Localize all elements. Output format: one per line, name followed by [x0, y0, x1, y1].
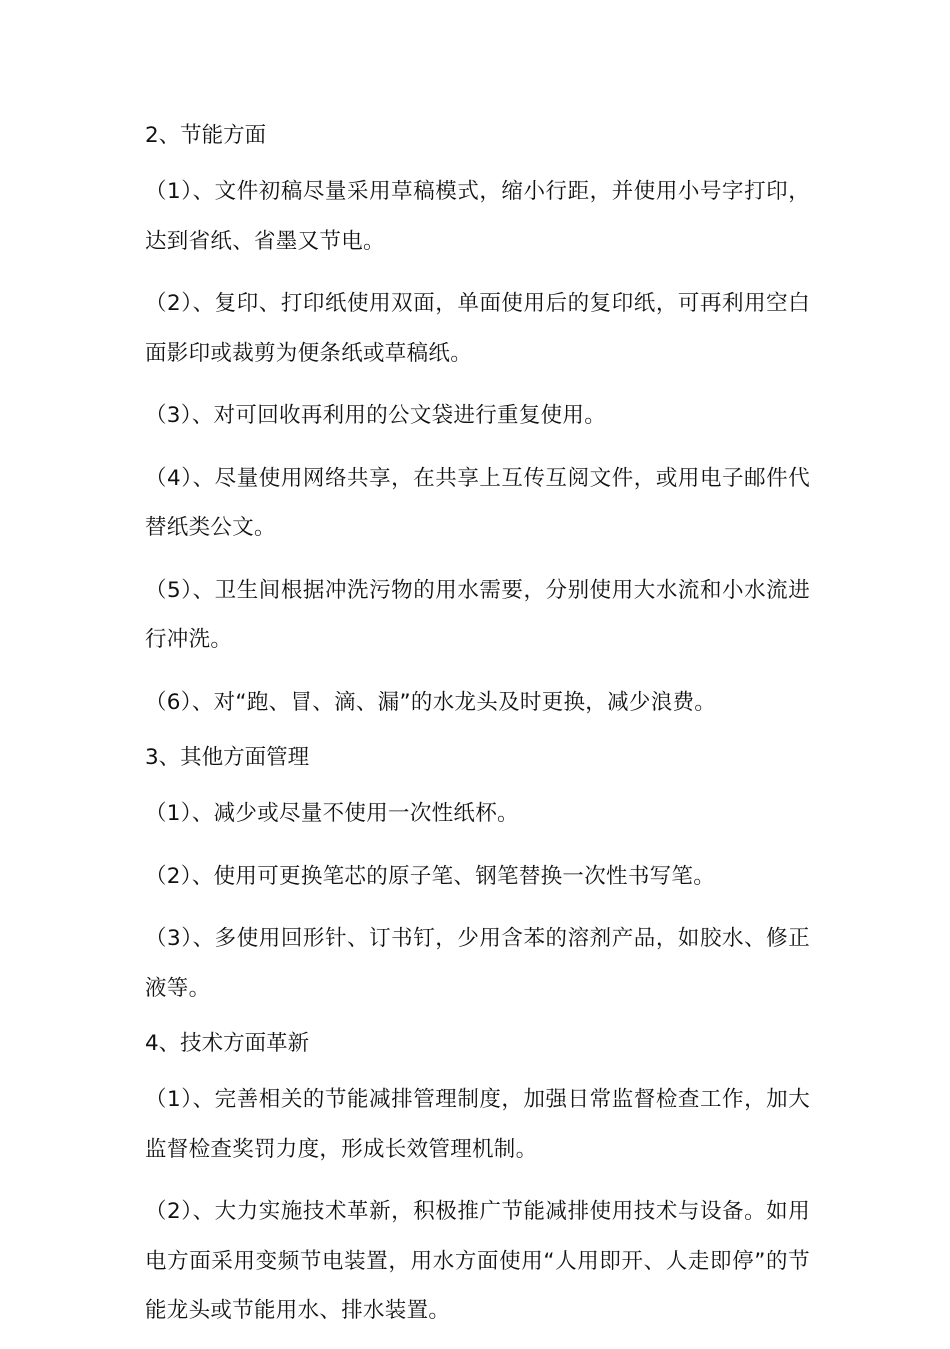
list-item: （2）、大力实施技术革新，积极推广节能减排使用技术与设备。如用电方面采用变频节电装置，用水方面使用“人用即开、人走即停”的节能龙头或节能用水、排水装置。: [145, 1199, 810, 1323]
list-item: （3）、多使用回形针、订书钉，少用含苯的溶剂产品，如胶水、修正液等。: [145, 926, 810, 1001]
section-heading: 4、技术方面革新: [145, 1031, 310, 1056]
list-item: （1）、文件初稿尽量采用草稿模式，缩小行距，并使用小号字打印，达到省纸、省墨又节电。: [145, 179, 810, 254]
list-item: （2）、复印、打印纸使用双面，单面使用后的复印纸，可再利用空白面影印或裁剪为便条纸或草稿纸。: [145, 291, 810, 366]
list-item: （1）、完善相关的节能减排管理制度，加强日常监督检查工作，加大监督检查奖罚力度，形成长效管理机制。: [145, 1087, 810, 1162]
section-heading: 3、其他方面管理: [145, 745, 310, 770]
section-other-management: [145, 740, 810, 1013]
document-page: [145, 118, 810, 1349]
section-technical-innovation: [145, 1026, 810, 1336]
list-item: （2）、使用可更换笔芯的原子笔、钢笔替换一次性书写笔。: [145, 863, 716, 889]
section-energy-saving: [145, 118, 810, 727]
list-item: （6）、对“跑、冒、滴、漏”的水龙头及时更换，减少浪费。: [145, 689, 717, 715]
list-item: （1）、减少或尽量不使用一次性纸杯。: [145, 801, 519, 826]
list-item: （3）、对可回收再利用的公文袋进行重复使用。: [145, 403, 607, 428]
list-item: （5）、卫生间根据冲洗污物的用水需要，分别使用大水流和小水流进行冲洗。: [145, 577, 810, 652]
list-item: （4）、尽量使用网络共享，在共享上互传互阅文件，或用电子邮件代替纸类公文。: [145, 465, 810, 540]
section-heading: 2、节能方面: [145, 123, 267, 148]
